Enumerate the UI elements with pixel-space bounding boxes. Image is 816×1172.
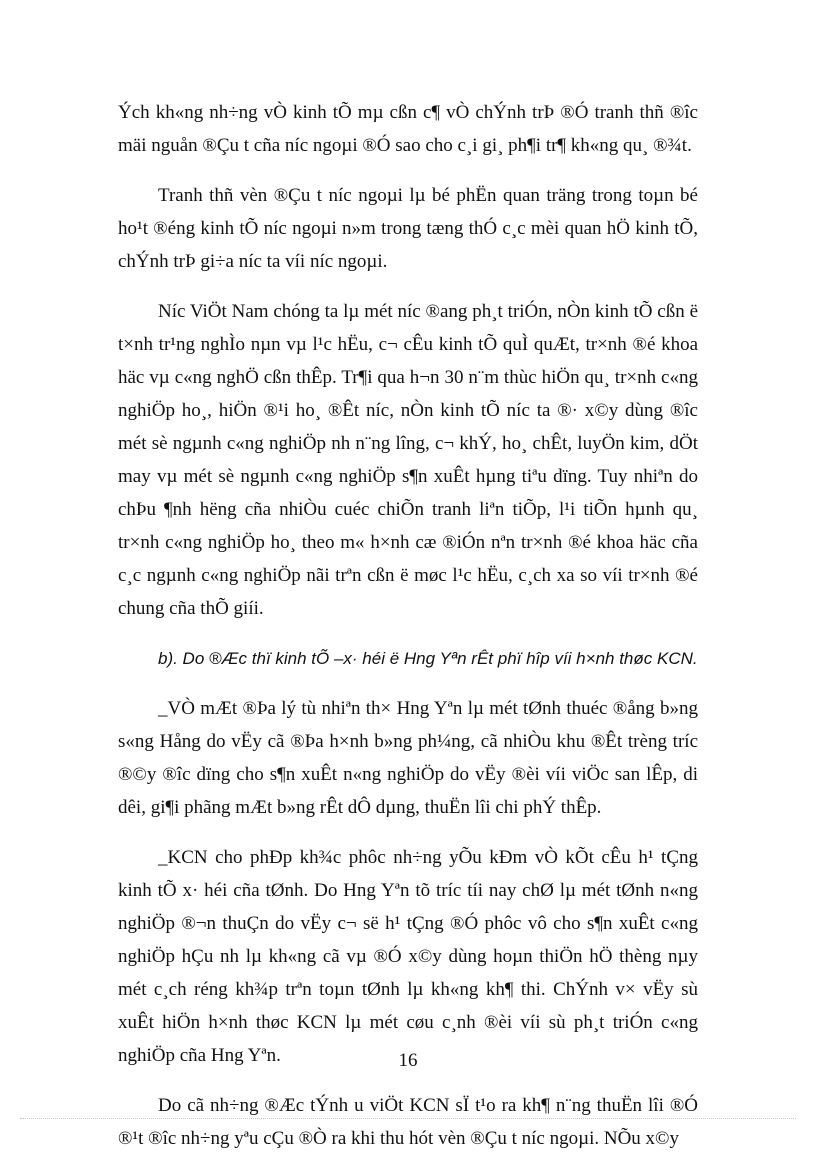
body-paragraph: Ých kh«ng nh÷ng vÒ kinh tÕ mµ cßn c¶ vÒ chÝnh trÞ ®Ó tranh thñ ®îc mäi nguån ®Çu t cña níc ngoµi ®Ó sao cho c¸i gi¸ ph¶i tr¶ kh«ng qu¸ ®¾t.: [118, 102, 698, 156]
body-paragraph: Do cã nh÷ng ®Æc tÝnh u viÖt KCN sÏ t¹o ra kh¶ n¨ng thuËn lîi ®Ó ®¹t ®îc nh÷ng yªu cÇu ®Ò ra khi thu hót vèn ®Çu t níc ngoµi. NÕu x©y: [118, 1095, 698, 1149]
body-paragraph: Tranh thñ vèn ®Çu t níc ngoµi lµ bé phËn quan träng trong toµn bé ho¹t ®éng kinh tÕ níc ngoµi n»m trong tæng thÓ c¸c mèi quan hÖ kinh tÕ, chÝnh trÞ gi÷a níc ta víi níc ngoµi.: [118, 185, 698, 272]
page-bottom-divider: [20, 1118, 796, 1119]
body-paragraph: _VÒ mÆt ®Þa lý tù nhiªn th× Hng Yªn lµ mét tØnh thuéc ®ång b»ng s«ng Hång do vËy cã ®Þa h×nh b»ng ph¼ng, cã nhiÒu khu ®Êt trèng tríc ®©y ®îc dïng cho s¶n xuÊt n«ng nghiÖp do vËy ®èi víi viÖc san lÊp, di dêi, gi¶i phãng mÆt b»ng rÊt dÔ dµng, thuËn lîi chi phÝ thÊp.: [118, 698, 698, 818]
page-number: 16: [398, 1050, 418, 1071]
body-paragraph: _KCN cho phÐp kh¾c phôc nh÷ng yÕu kÐm vÒ kÕt cÊu h¹ tÇng kinh tÕ x· héi cña tØnh. Do Hng Yªn tõ tríc tíi nay chØ lµ mét tØnh n«ng nghiÖp ®¬n thuÇn do vËy c¬ së h¹ tÇng ®Ó phôc vô cho s¶n xuÊt c«ng nghiÖp hÇu nh lµ kh«ng cã vµ ®Ó x©y dùng hoµn thiÖn hÖ thèng nµy mét c¸ch réng kh¾p trªn toµn tØnh lµ kh«ng kh¶ thi. ChÝnh v× vËy sù xuÊt hiÖn h×nh thøc KCN lµ mét cøu c¸nh ®èi víi sù ph¸t triÓn c«ng nghiÖp cña Hng Yªn.: [118, 847, 698, 1066]
body-paragraph: b). Do ®Æc thï kinh tÕ –x· héi ë Hng Yªn rÊt phï hîp víi h×nh thøc KCN.: [158, 649, 698, 668]
document-body: [118, 96, 698, 1172]
body-paragraph: Níc ViÖt Nam chóng ta lµ mét níc ®ang ph¸t triÓn, nÒn kinh tÕ cßn ë t×nh tr¹ng nghÌo nµn vµ l¹c hËu, c¬ cÊu kinh tÕ quÌ quÆt, tr×nh ®é khoa häc vµ c«ng nghÖ cßn thÊp. Tr¶i qua h¬n 30 n¨m thùc hiÖn qu¸ tr×nh c«ng nghiÖp ho¸, hiÖn ®¹i ho¸ ®Êt níc, nÒn kinh tÕ níc ta ®· x©y dùng ®îc mét sè ngµnh c«ng nghiÖp nh n¨ng lîng, c¬ khÝ, ho¸ chÊt, luyÖn kim, dÖt may vµ mét sè ngµnh c«ng nghiÖp s¶n xuÊt hµng tiªu dïng. Tuy nhiªn do chÞu ¶nh hëng cña nhiÒu cuéc chiÕn tranh liªn tiÕp, l¹i tiÕn hµnh qu¸ tr×nh c«ng nghiÖp ho¸ theo m« h×nh cæ ®iÓn nªn tr×nh ®é khoa häc cña c¸c ngµnh c«ng nghiÖp nãi trªn cßn ë møc l¹c hËu, c¸ch xa so víi tr×nh ®é chung cña thÕ giíi.: [118, 301, 698, 619]
